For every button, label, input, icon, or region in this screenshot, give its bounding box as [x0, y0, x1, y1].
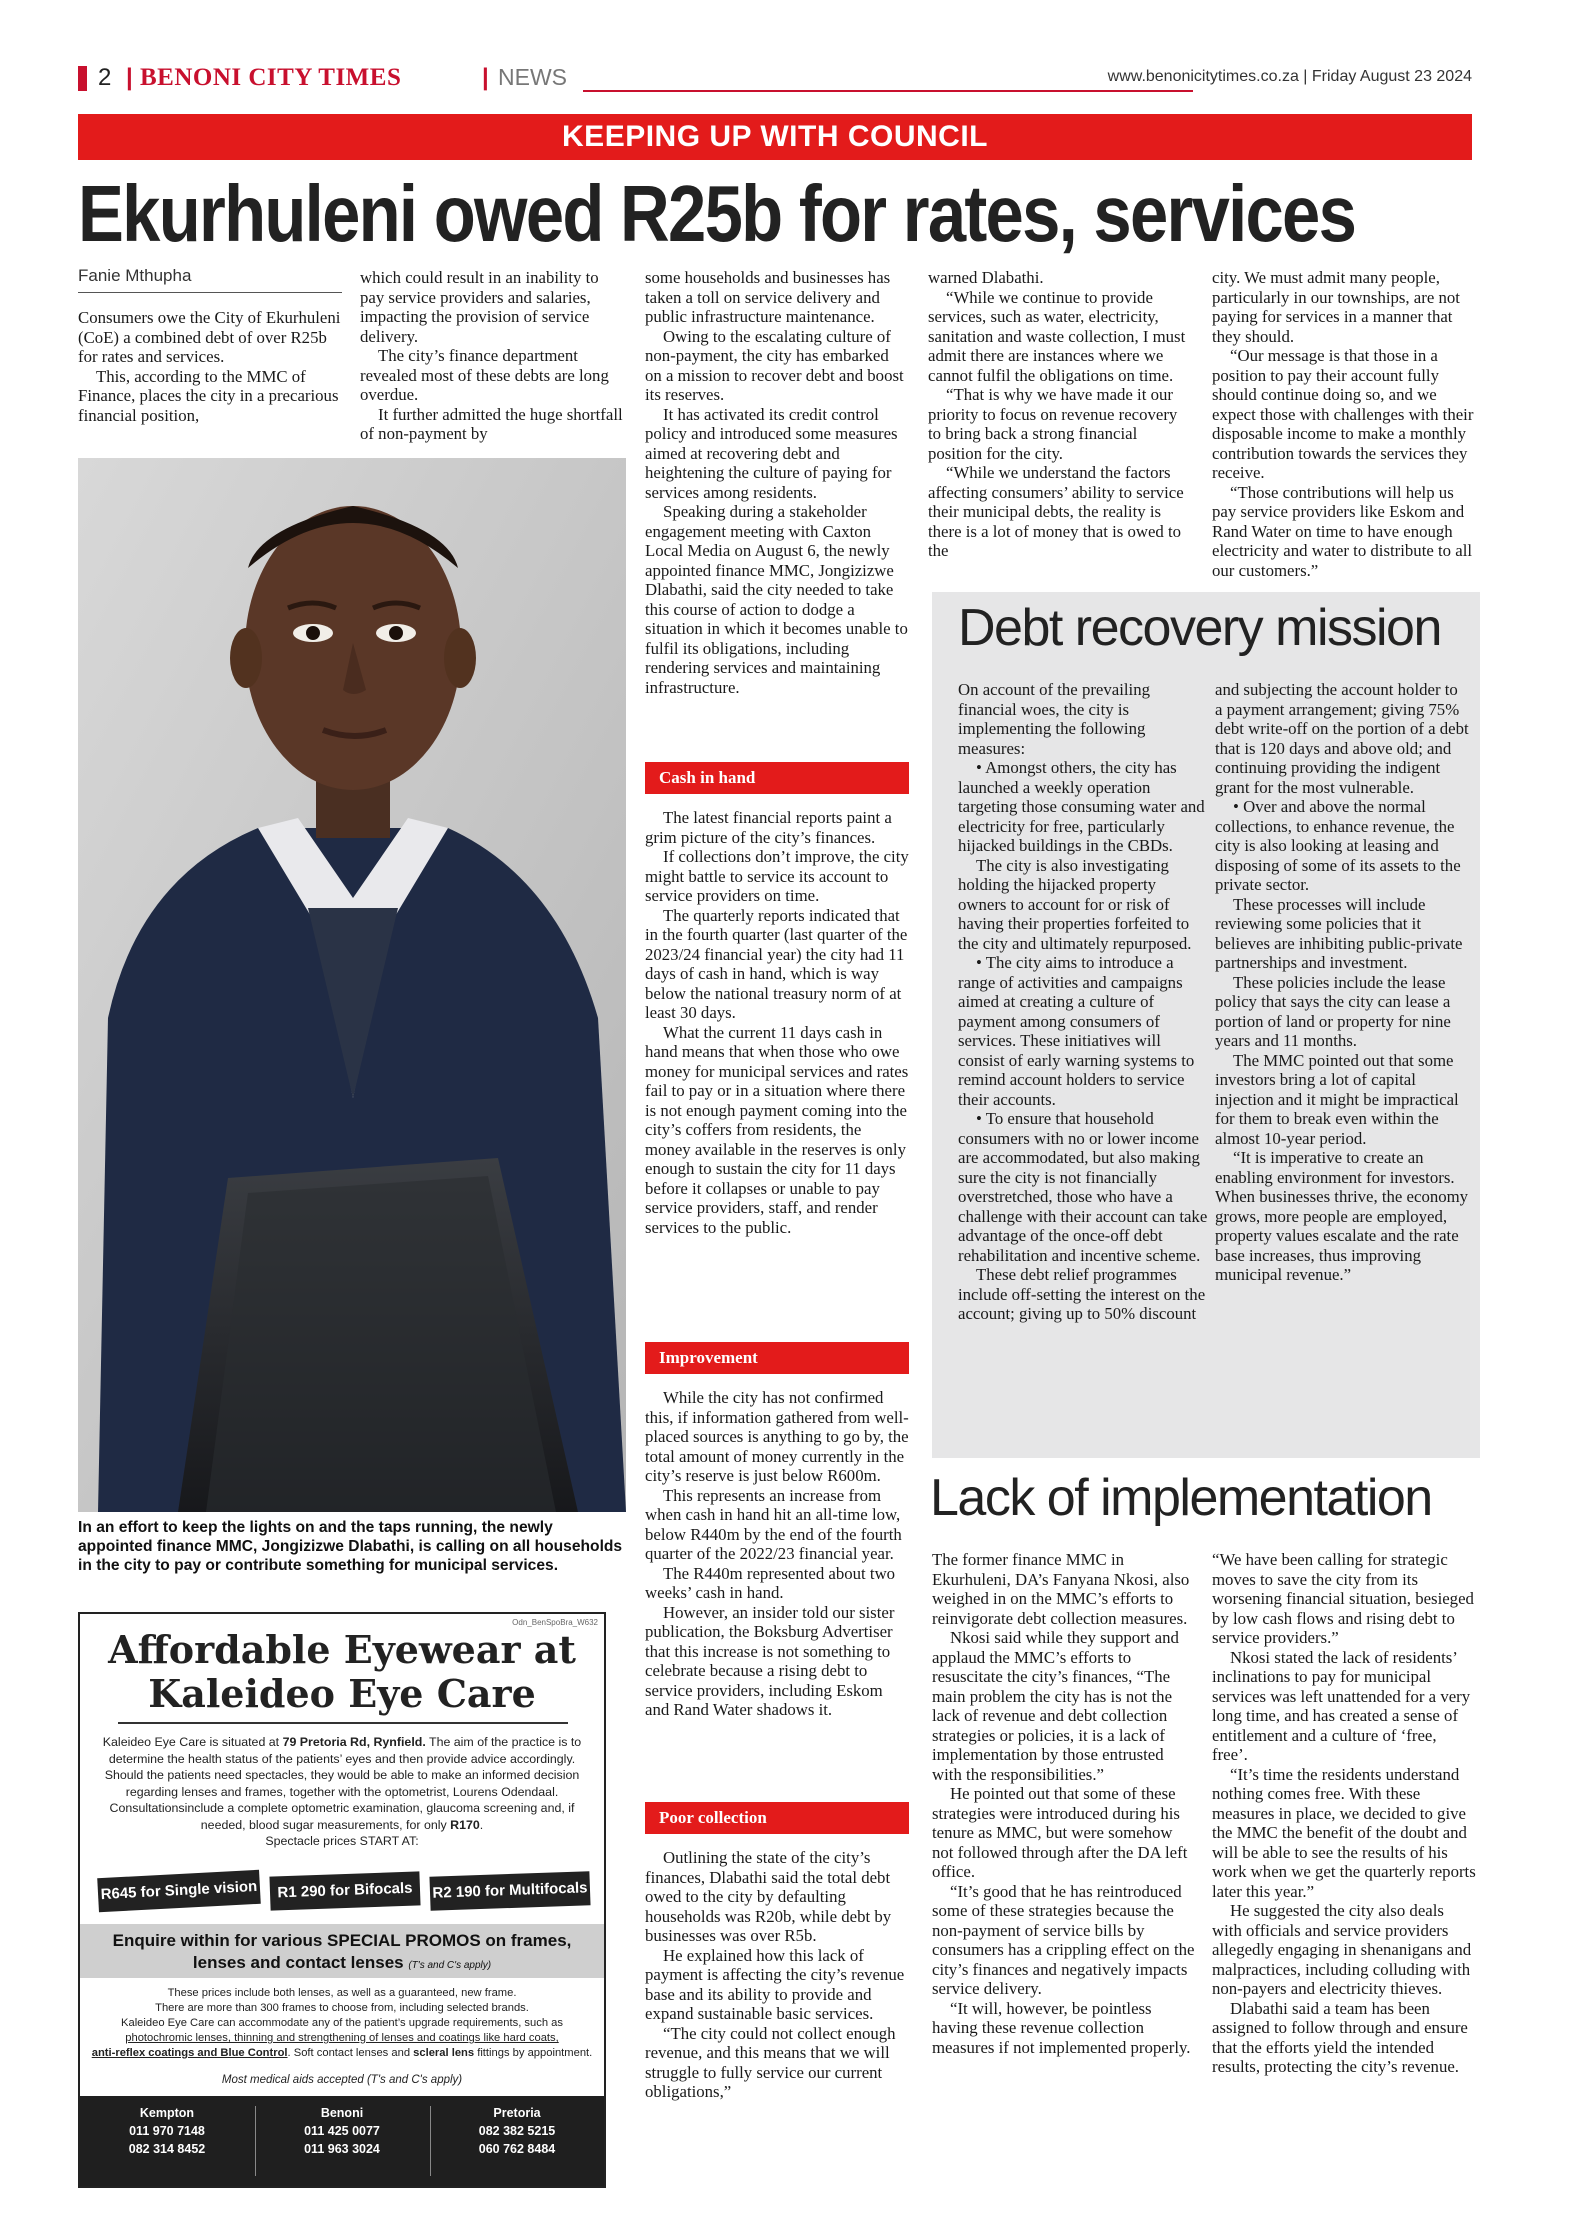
ad-promo-line-2: lenses and contact lenses: [192, 1953, 404, 1972]
branch-phone: 082 382 5215: [478, 2124, 556, 2138]
paragraph: “While we continue to provide services, such as water, electricity, sanitation and waste collection, I must admit there are instances where we cannot fulfil the obligations on time.: [928, 287, 1186, 385]
paragraph: “That is why we have made it our priority to focus on revenue recovery to bring back a strong financial position for the city.: [928, 385, 1178, 463]
eyewear-advert: [78, 1612, 606, 2188]
paragraph: • Over and above the normal collections, to enhance revenue, the city is also looking at leasing and disposing of some of its assets to the private sector.: [1215, 797, 1461, 894]
branch-phone: 011 963 3024: [304, 2142, 380, 2156]
branch-pretoria: [430, 2104, 604, 2158]
paragraph: He suggested the city also deals with officials and service providers allegedly engaging in shenanigans and malpractices, including colluding with non-payers and electricity thieves.: [1212, 1901, 1472, 1998]
ad-detail-line: Kaleideo Eye Care can accommodate any of the patient’s upgrade requirements, such as: [121, 2017, 563, 2029]
paragraph: The R440m represented about two weeks’ cash in hand.: [645, 1563, 896, 1602]
paragraph: The latest financial reports paint a grim picture of the city’s finances.: [645, 808, 892, 847]
paragraph: “It’s good that he has reintroduced some of these strategies because the non-payment of service bills by consumers has a crippling effect on the city’s finances and negatively impacts service delivery.: [932, 1881, 1195, 1998]
paragraph: “The city could not collect enough revenue, and this means that we will struggle to fully service our current obligations,”: [645, 2023, 896, 2101]
lack-column-2: [1212, 1550, 1476, 2077]
subhead-cash-in-hand: Cash in hand: [645, 762, 909, 794]
ad-detail-line: There are more than 300 frames to choose from, including selected brands.: [155, 2002, 529, 2014]
article-column-4: [928, 268, 1192, 561]
paragraph: “It is imperative to create an enabling environment for investors. When businesses thrive, the economy grows, more people are employed, property values escalate and the rate base increases, thus improving municipal revenue.”: [1215, 1148, 1469, 1284]
article-column-5: [1212, 268, 1476, 580]
masthead: [78, 62, 1472, 92]
masthead-divider: |: [126, 64, 133, 91]
price-bifocals: R1 290 for Bifocals: [269, 1871, 420, 1910]
article-column-3-cash: [645, 808, 909, 1237]
lack-column-1: [932, 1550, 1196, 2057]
ad-title-line-2: Kaleideo Eye Care: [148, 1671, 536, 1716]
ad-price-list: [98, 1870, 588, 1912]
paragraph: The MMC pointed out that some investors bring a lot of capital injection and it might be impractical for them to break even within the almost 10-year period.: [1215, 1050, 1459, 1148]
debt-recovery-column-1: [958, 680, 1208, 1324]
article-column-1: [78, 308, 342, 425]
paragraph: What the current 11 days cash in hand means that when those who owe money for municipal services and rates fail to pay or in a situation where there is not enough payment coming into the city’s coffers from residents, the money available in the reserves is only enough to sustain the city for 11 days before it collapses or unable to pay service providers, staff, and render services to the public.: [645, 1022, 909, 1237]
price-multifocals: R2 190 for Multifocals: [429, 1871, 590, 1911]
paragraph: “Our message is that those in a position to pay their account fully should continue doing so, and we expect those with challenges with their disposable income to make a monthly contribution towards the services they receive.: [1212, 346, 1474, 482]
portrait-illustration: [78, 458, 626, 1512]
debt-recovery-column-2: [1215, 680, 1469, 1285]
ad-divider: [118, 1722, 568, 1724]
paragraph: which could result in an inability to pay service providers and salaries, impacting the provision of service delivery.: [360, 268, 599, 346]
paragraph: It has activated its credit control policy and introduced some measures aimed at recovering debt and heightening the culture of paying for services among residents.: [645, 404, 898, 502]
paragraph: This, according to the MMC of Finance, places the city in a precarious financial position,: [78, 366, 339, 425]
paragraph: • The city aims to introduce a range of activities and campaigns aimed at creating a culture of payment among consumers of services. These initiatives will consist of early warning systems to remind account holders to service their accounts.: [958, 953, 1195, 1109]
subhead-improvement: Improvement: [645, 1342, 909, 1374]
headline: Ekurhuleni owed R25b for rates, services: [78, 169, 1356, 258]
article-photo: [78, 458, 626, 1512]
branch-name: Benoni: [320, 2106, 364, 2120]
branch-phone: 082 314 8452: [128, 2142, 206, 2156]
masthead-red-bar: [78, 66, 87, 91]
paragraph: On account of the prevailing financial woes, the city is implementing the following measures:: [958, 680, 1150, 758]
paragraph: warned Dlabathi.: [928, 268, 1044, 287]
paragraph: These policies include the lease policy that says the city can lease a portion of land or property for nine years and 11 months.: [1215, 972, 1451, 1050]
paragraph: Nkosi stated the lack of residents’ inclinations to pay for municipal services was left unattended for a very long time, and has created a sense of entitlement and a culture of ‘free, free’.: [1212, 1647, 1471, 1764]
ad-detail-line: photochromic lenses, thinning and strengthening of lenses and coatings like hard coats,: [125, 2032, 559, 2044]
paragraph: These processes will include reviewing some policies that it believes are inhibiting public-private partnerships and investment.: [1215, 894, 1463, 972]
paragraph: The city’s finance department revealed most of these debts are long overdue.: [360, 346, 609, 404]
ad-address: 79 Pretoria Rd, Rynfield.: [282, 1735, 426, 1749]
paragraph: “It will, however, be pointless having these revenue collection measures if not implemented properly.: [932, 1998, 1191, 2057]
ad-body: [92, 1734, 592, 1850]
ad-contacts: [80, 2096, 604, 2186]
price-single-vision: R645 for Single vision: [97, 1870, 261, 1912]
ad-body-text: Kaleideo Eye Care is situated at: [102, 1735, 283, 1749]
ad-detail-line: anti-reflex coatings and Blue Control: [91, 2047, 288, 2059]
ad-consult-price: R170: [450, 1817, 480, 1832]
paragraph: and subjecting the account holder to a payment arrangement; giving 75% debt write-off on the portion of a debt that is 120 days and above old; and continuing providing the indigent grant for the most vulnerable.: [1215, 680, 1469, 797]
paragraph: Nkosi said while they support and applaud the MMC’s efforts to resuscitate the city’s finances, “The main problem the city has is not the lack of revenue and debt collection strategies or policies, it is a lack of implementation by those entrusted with the responsibilities.”: [932, 1628, 1179, 1784]
lack-of-implementation-title: Lack of implementation: [930, 1469, 1432, 1527]
masthead-rule: [583, 90, 1193, 92]
paragraph: • Amongst others, the city has launched a weekly operation targeting those consuming water and electricity for free, particularly hijacked buildings in the CBDs.: [958, 758, 1205, 855]
ad-medical-aids: Most medical aids accepted (T's and C's apply): [221, 2074, 463, 2086]
ad-detail-line: scleral lens: [413, 2047, 475, 2059]
paragraph: However, an insider told our sister publication, the Boksburg Advertiser that this increase is not something to celebrate because a rising debt to service providers, including Eskom and Rand Water shadows it.: [645, 1602, 895, 1719]
ad-detail-line: . Soft contact lenses and: [287, 2047, 414, 2059]
paragraph: city. We must admit many people, particularly in our townships, are not paying for services in a manner that they should.: [1212, 268, 1460, 346]
paragraph: • To ensure that household consumers with no or lower income are accommodated, but also making sure the city is not financially overstretched, those who have a challenge with their account can take advantage of the once-off debt rehabilitation and incentive scheme.: [958, 1109, 1208, 1265]
ad-promo-banner: [80, 1924, 604, 1978]
branch-phone: 011 425 0077: [304, 2124, 380, 2138]
ad-detail-line: fittings by appointment.: [474, 2047, 593, 2059]
ad-title: [80, 1628, 604, 1716]
paragraph: some households and businesses has taken a toll on service delivery and public infrastructure maintenance.: [645, 268, 891, 326]
branch-name: Kempton: [139, 2106, 195, 2120]
paragraph: Outlining the state of the city’s finances, Dlabathi said the total debt owed to the city by defaulting households was R20b, while debt by businesses was over R5b.: [645, 1848, 892, 1945]
debt-recovery-title: Debt recovery mission: [958, 599, 1441, 657]
paragraph: If collections don’t improve, the city might battle to service its account to service providers on time.: [645, 847, 909, 905]
paragraph: The quarterly reports indicated that in the fourth quarter (last quarter of the 2023/24 financial year) the city had 11 days of cash in hand, which is way below the national treasury norm of at least 30 days.: [645, 905, 908, 1022]
branch-phone: 011 970 7148: [129, 2124, 205, 2138]
paragraph: These debt relief programmes include off-setting the interest on the account; giving up to 50% discount: [958, 1265, 1206, 1323]
paragraph: “It’s time the residents understand nothing comes free. With these measures in place, we decided to give the MMC the benefit of the doubt and will be able to see the results of his work when we get the quarterly reports later this year.”: [1212, 1764, 1476, 1901]
paragraph: The city is also investigating holding the hijacked property owners to account for or risk of having their properties forfeited to the city and ultimately repurposed.: [958, 855, 1192, 953]
ad-promo-line-1: Enquire within for various SPECIAL PROMOS on frames,: [112, 1931, 572, 1950]
masthead-divider: |: [482, 64, 489, 91]
paragraph: It further admitted the huge shortfall of non-payment by: [360, 404, 623, 443]
paragraph: “While we understand the factors affecting consumers’ ability to service their municipal debts, the reality is there is a lot of money that is owed to the: [928, 463, 1184, 560]
paragraph: Owing to the escalating culture of non-payment, the city has embarked on a mission to recover debt and boost its reserves.: [645, 326, 904, 404]
paragraph: He pointed out that some of these strategies were introduced during his tenure as MMC, but were somehow not followed through after the DA left office.: [932, 1784, 1188, 1881]
paragraph: While the city has not confirmed this, if information gathered from well-placed sources is anything to go by, the total amount of money currently in the city’s reserve is just below R600m.: [645, 1388, 909, 1485]
branch-kempton: [80, 2104, 254, 2158]
ad-body-text: The aim of the practice is to determine the health status of the patients’ eyes and then provide advice accordingly. Should the patients need spectacles, they would be able to make an informed decision regarding lenses and frames, together with the optometrist, Lourens Odendaal. Consultationsinclude a complete optometric examination, glaucoma screening and, if needed, blood sugar measurements, for only: [104, 1735, 582, 1832]
paragraph: He explained how this lack of payment is affecting the city’s revenue base and its ability to provide and expand sustainable basic services.: [645, 1945, 905, 2023]
ad-details: [90, 1986, 594, 2061]
paragraph: “We have been calling for strategic moves to save the city from its worsening financial situation, besieged by low cash flows and rising debt to service providers.”: [1212, 1550, 1474, 1647]
branch-name: Pretoria: [493, 2106, 541, 2120]
byline: Fanie Mthupha: [78, 266, 342, 293]
photo-caption: In an effort to keep the lights on and the taps running, the newly appointed finance MMC, Jongizizwe Dlabathi, is calling on all households in the city to pay or contribute something for municipal services.: [78, 1519, 623, 1574]
branch-benoni: [255, 2104, 429, 2158]
paragraph: Consumers owe the City of Ekurhuleni (CoE) a combined debt of over R25b for rates and services.: [78, 308, 341, 366]
ad-code: Odn_BenSpoBra_W632: [512, 1618, 598, 1627]
ad-promo-terms: (T's and C's apply): [408, 1960, 492, 1971]
ad-prices-intro: Spectacle prices START AT:: [265, 1834, 419, 1848]
page-number: 2: [98, 64, 112, 91]
paragraph: “Those contributions will help us pay service providers like Eskom and Rand Water on time to have enough electricity and water to distribute to all our customers.”: [1212, 482, 1473, 580]
article-column-3-poor: [645, 1848, 909, 2102]
subhead-poor-collection: Poor collection: [645, 1802, 909, 1834]
paragraph: Speaking during a stakeholder engagement meeting with Caxton Local Media on August 6, the newly appointed finance MMC, Jongizizwe Dlabathi, said the city needed to take this course of action to dodge a situation in which it becomes unable to fulfil its obligations, including rendering services and maintaining infrastructure.: [645, 502, 908, 697]
ad-body-text: .: [479, 1817, 484, 1832]
paragraph: The former finance MMC in Ekurhuleni, DA’s Fanyana Nkosi, also weighed in on the MMC’s efforts to reinvigorate debt collection measures.: [932, 1550, 1190, 1628]
article-column-3-improvement: [645, 1388, 909, 1720]
article-column-2: [360, 268, 624, 444]
section-kicker: KEEPING UP WITH COUNCIL: [78, 114, 1472, 160]
site-and-date: www.benonicitytimes.co.za | Friday August 23 2024: [1107, 68, 1472, 85]
section-name: NEWS: [498, 64, 567, 90]
paragraph: Dlabathi said a team has been assigned to follow through and ensure that the efforts yield the intended results, protecting the city’s revenue.: [1212, 1998, 1468, 2076]
branch-phone: 060 762 8484: [478, 2142, 556, 2156]
article-column-3: [645, 268, 909, 697]
publication-name: BENONI CITY TIMES: [140, 64, 402, 91]
ad-title-line-1: Affordable Eyewear at: [108, 1627, 576, 1672]
ad-detail-line: These prices include both lenses, as well as a guaranteed, new frame.: [167, 1987, 517, 1999]
paragraph: This represents an increase from when cash in hand hit an all-time low, below R440m by the end of the fourth quarter of the 2022/23 financial year.: [645, 1485, 902, 1563]
